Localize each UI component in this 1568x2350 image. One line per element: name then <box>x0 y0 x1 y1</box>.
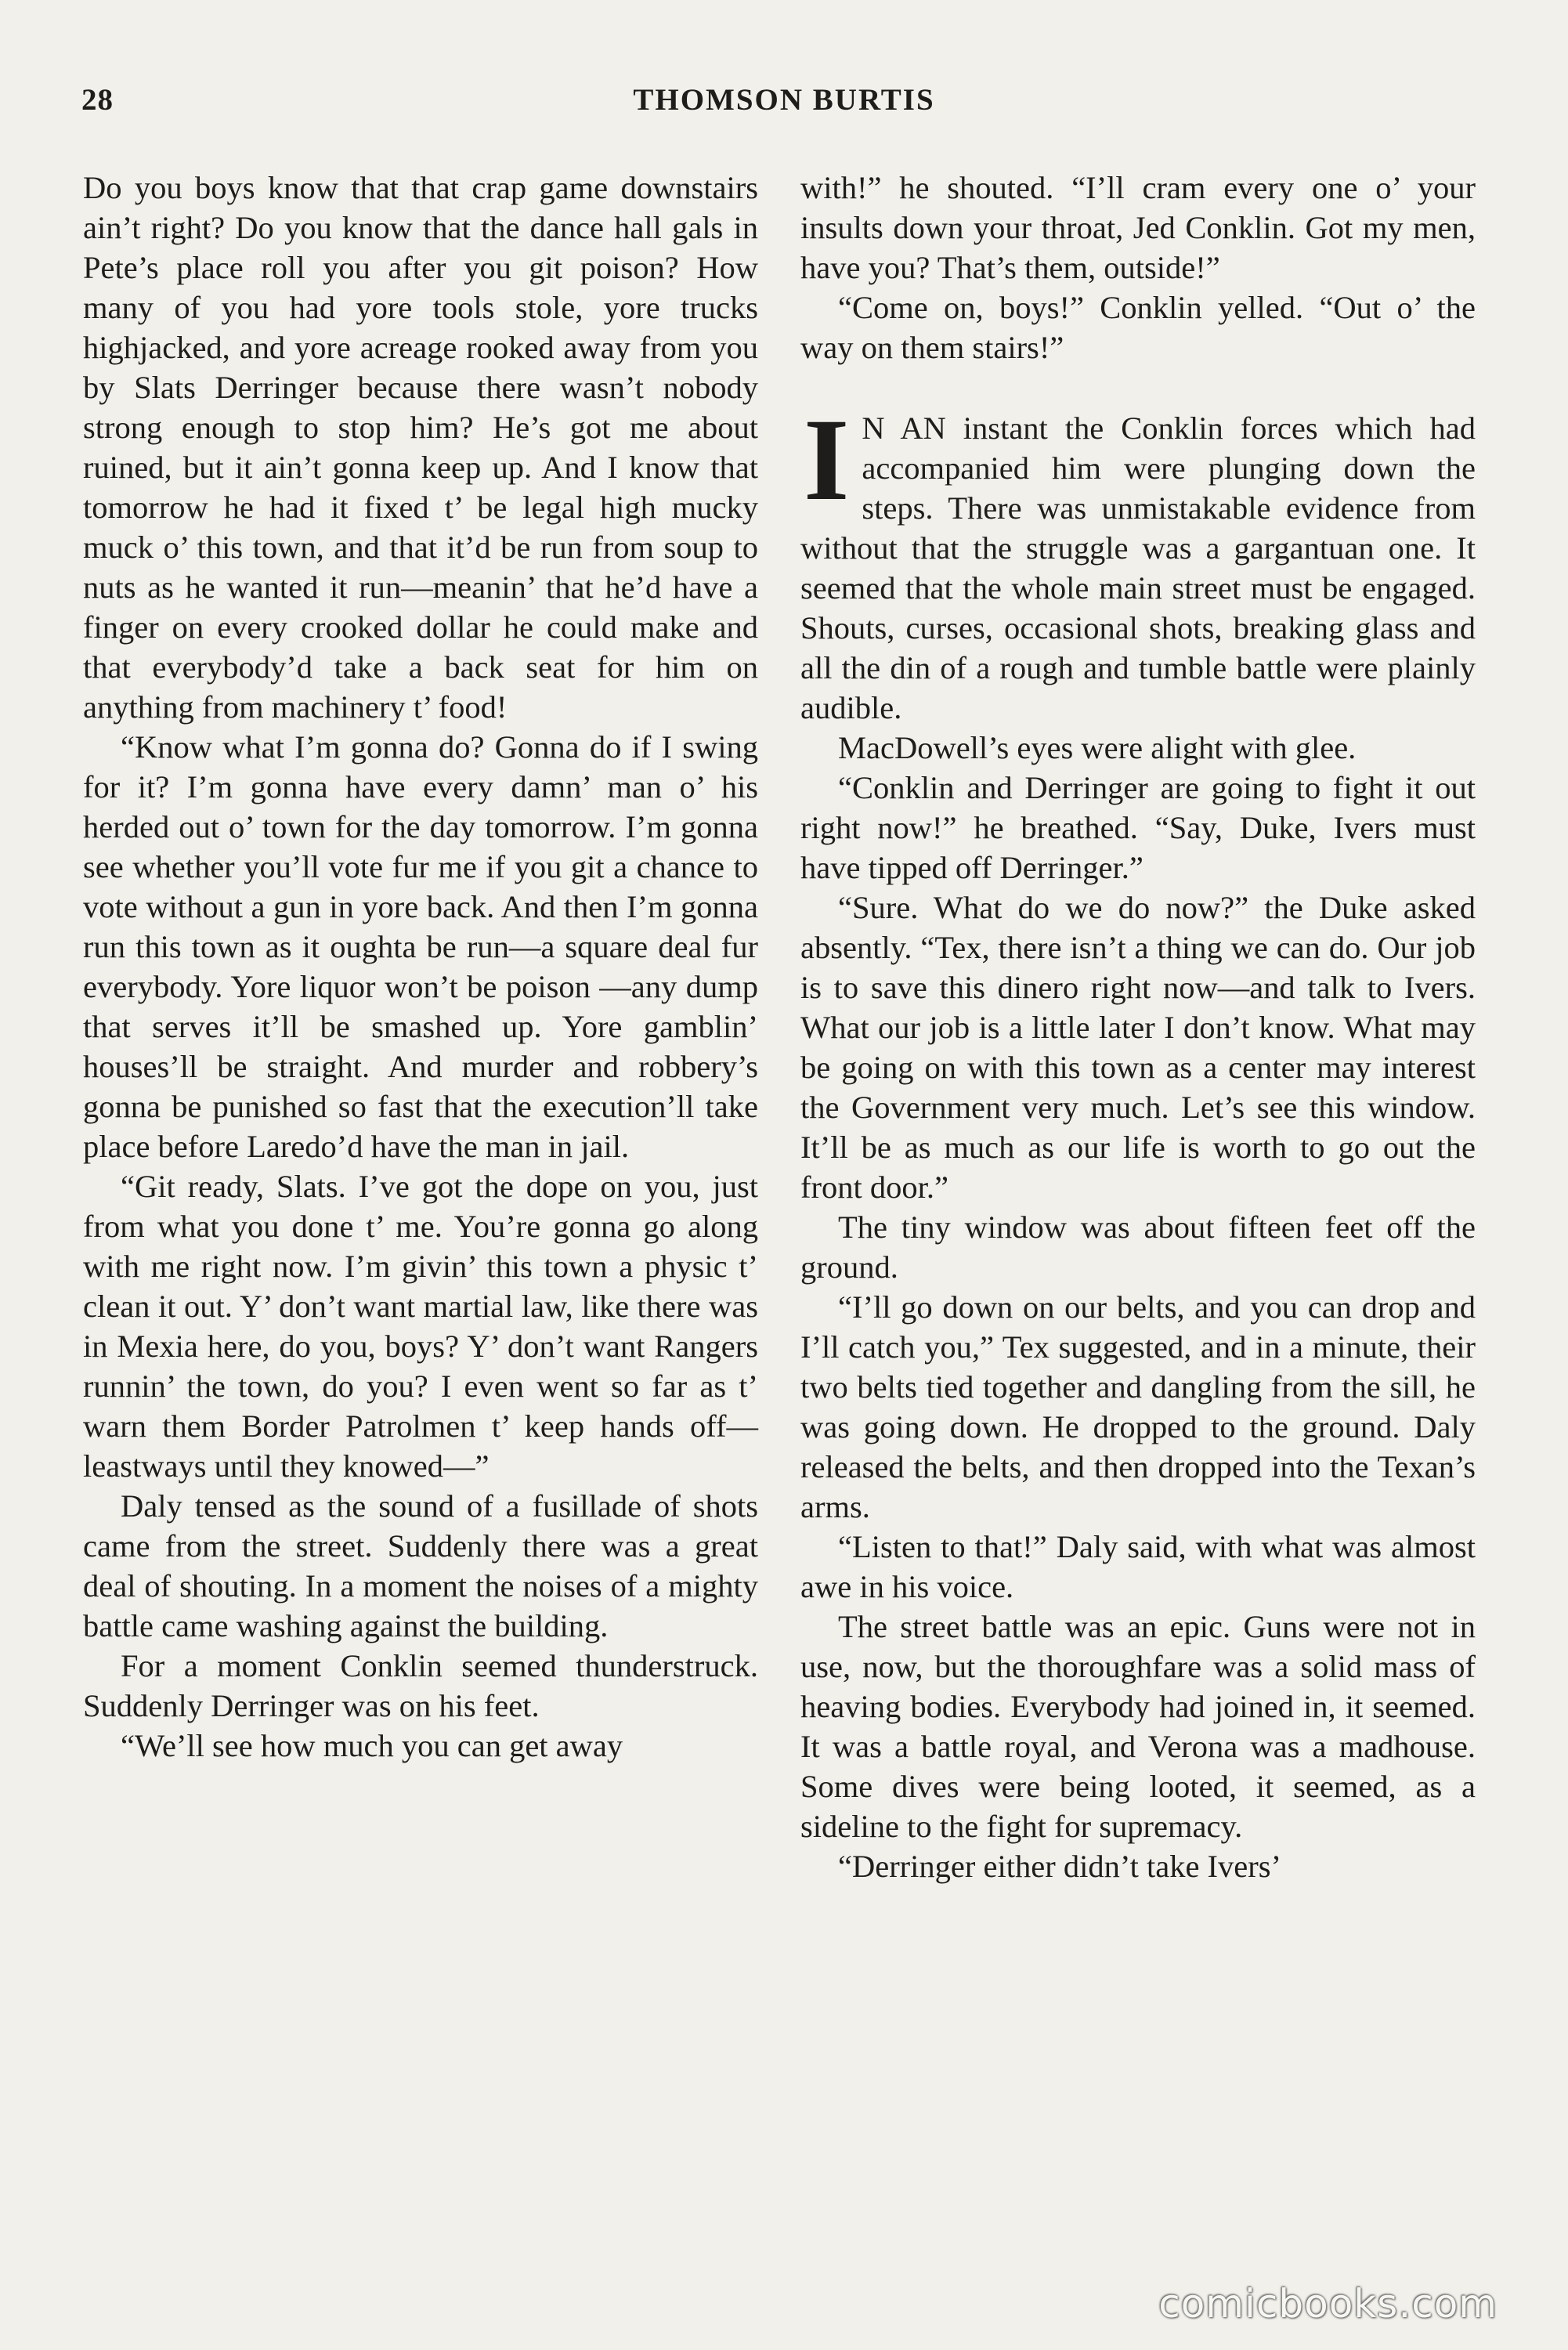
paragraph: For a moment Conklin seemed thunderstruck. Suddenly Derringer was on his feet. <box>83 1648 758 1723</box>
page-header <box>81 82 1487 129</box>
paragraph: The street battle was an epic. Guns were not in use, now, but the thoroughfare was a solid mass of heaving bodies. Everybody had joined in, it seemed. It was a battle royal, and Verona was a madhouse. Some dives were being looted, it seemed, as a sideline to the fight for supremacy. <box>800 1609 1476 1844</box>
paragraph: “Conklin and Derringer are going to fight it out right now!” he breathed. “Say, Duke, Ivers must have tipped off Derringer.” <box>800 770 1476 885</box>
paragraph: Do you boys know that that crap game downstairs ain’t right? Do you know that the dance hall gals in Pete’s place roll you after you git poison? How many of you had yore tools stole, yore trucks highjacked, and yore acreage rooked away from you by Slats Derringer because there wasn’t nobody strong enough to stop him? He’s got me about ruined, but it ain’t gonna keep up. And I know that tomorrow he had it fixed t’ be legal high mucky muck o’ this town, and that it’d be run from soup to nuts as he wanted it run—meanin’ that he’d have a finger on every crooked dollar he could make and that everybody’d take a back seat for him on anything from machinery t’ food! <box>83 170 758 725</box>
drop-cap: I <box>804 395 850 525</box>
paragraph: “We’ll see how much you can get away <box>121 1728 623 1763</box>
section-start-paragraph <box>800 395 1476 728</box>
paragraph: “I’ll go down on our belts, and you can drop and I’ll catch you,” Tex suggested, and in a minute, their two belts tied together and dangling from the sill, he was going down. He dropped to the ground. Daly released the belts, and then dropped into the Texan’s arms. <box>800 1289 1476 1524</box>
page-number: 28 <box>81 83 114 117</box>
paragraph: with!” he shouted. “I’ll cram every one o’ your insults down your throat, Jed Conklin. Got my men, have you? That’s them, outside!” <box>800 170 1476 285</box>
left-column <box>83 168 758 1766</box>
paragraph: “Know what I’m gonna do? Gonna do if I swing for it? I’m gonna have every damn’ man o’ his herded out o’ town for the day tomorrow. I’m gonna see whether you’ll vote fur me if you git a chance to vote without a gun in yore back. And then I’m gonna run this town as it oughta be run—a square deal fur everybody. Yore liquor won’t be poison —any dump that serves it’ll be smashed up. Yore gamblin’ houses’ll be straight. And murder and robbery’s gonna be punished so fast that the execution’ll take place before Laredo’d have the man in jail. <box>83 729 758 1164</box>
site-watermark: comicbooks.com <box>1158 2281 1498 2326</box>
running-head: THOMSON BURTIS <box>633 83 935 117</box>
paragraph: “Sure. What do we do now?” the Duke asked absently. “Tex, there isn’t a thing we can do. Our job is to save this dinero right now—and talk to Ivers. What our job is a little later I don’t know. What may be going on with this town as a center may interest the Government very much. Let’s see this window. It’ll be as much as our life is worth to go out the front door.” <box>800 890 1476 1205</box>
paragraph: “Git ready, Slats. I’ve got the dope on you, just from what you done t’ me. You’re gonna go along with me right now. I’m givin’ this town a physic t’ clean it out. Y’ don’t want martial law, like there was in Mexia here, do you, boys? Y’ don’t want Rangers runnin’ the town, do you? I even went so far as t’ warn them Border Patrolmen t’ keep hands off— leastways until they knowed—” <box>83 1169 758 1484</box>
paragraph: Daly tensed as the sound of a fusillade of shots came from the street. Suddenly there was a great deal of shouting. In a moment the noises of a mighty battle came washing against the building. <box>83 1488 758 1643</box>
section-text: N AN instant the Conklin forces which had accompanied him were plunging down the steps. There was unmistakable evidence from without that the struggle was a gargantuan one. It seemed that the whole main street must be engaged. Shouts, curses, occasional shots, breaking glass and all the din of a rough and tumble battle were plainly audible. <box>800 410 1476 725</box>
paragraph: “Listen to that!” Daly said, with what was almost awe in his voice. <box>800 1529 1476 1604</box>
paragraph: “Derringer either didn’t take Ivers’ <box>838 1849 1281 1884</box>
paragraph: The tiny window was about fifteen feet off the ground. <box>800 1209 1476 1285</box>
paragraph: MacDowell’s eyes were alight with glee. <box>838 730 1357 765</box>
paragraph: “Come on, boys!” Conklin yelled. “Out o’ the way on them stairs!” <box>800 290 1476 365</box>
right-column <box>800 168 1476 1886</box>
